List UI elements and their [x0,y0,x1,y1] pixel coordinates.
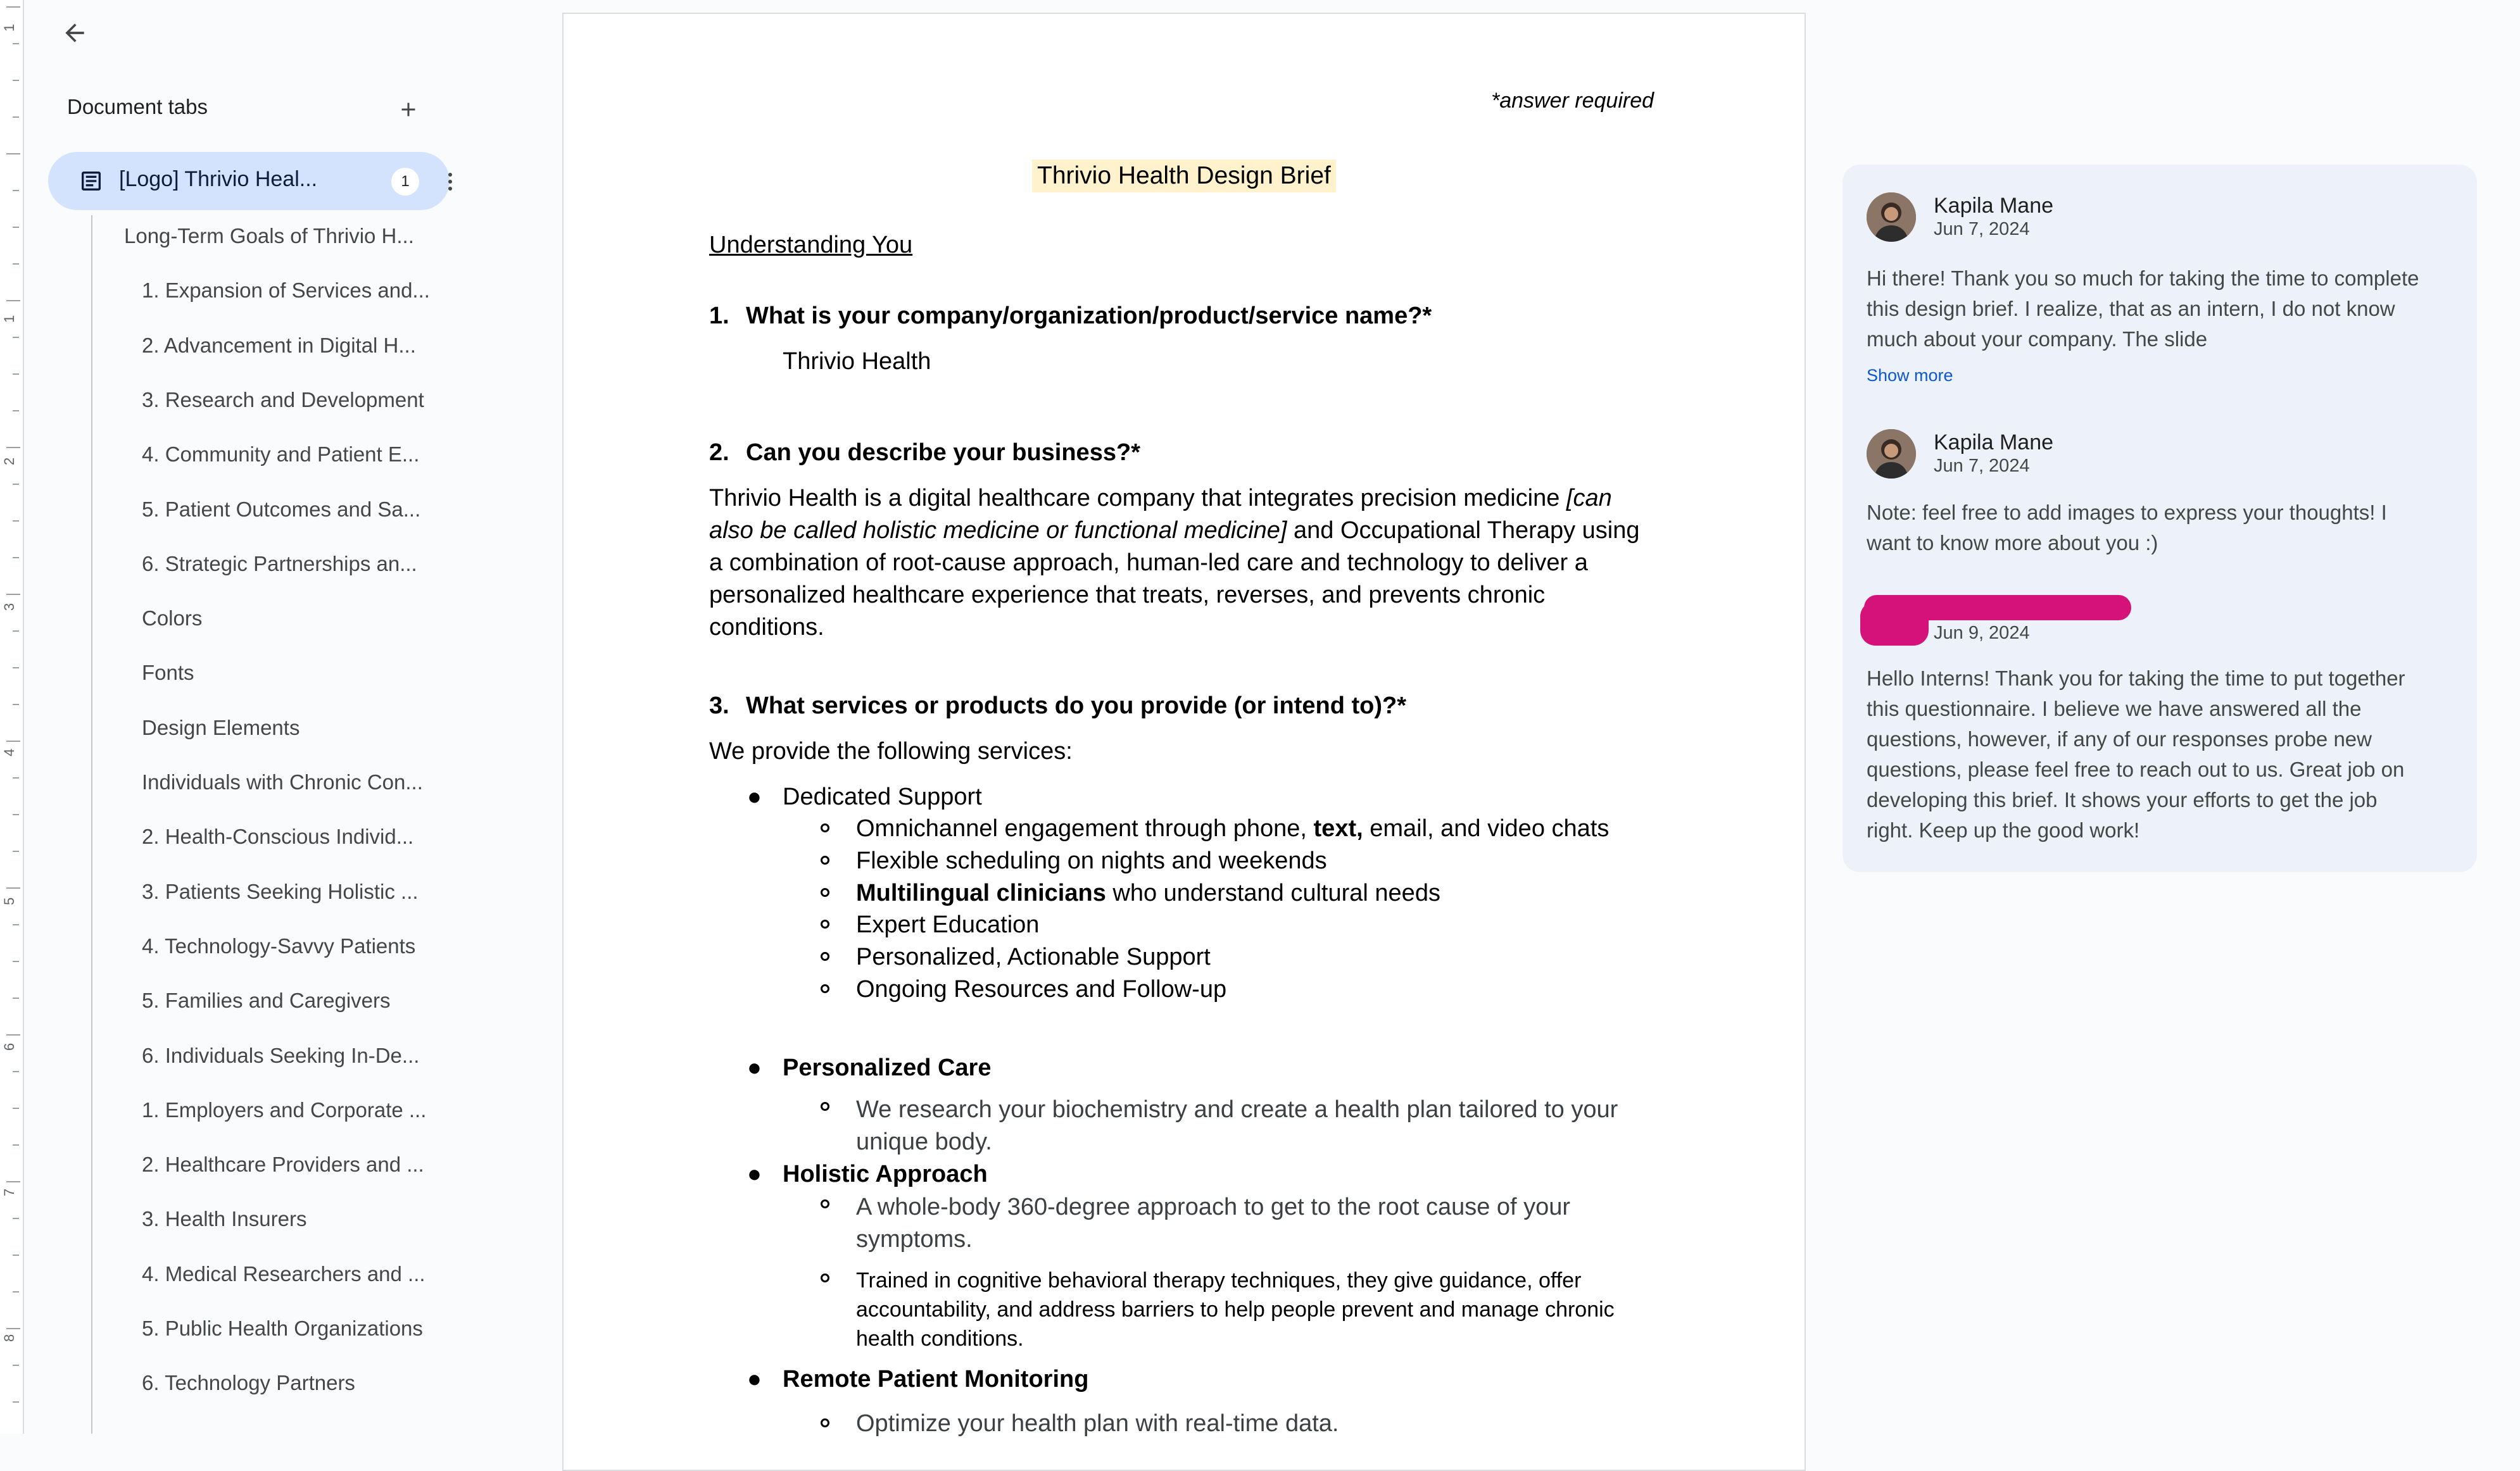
outline-item[interactable]: 4. Medical Researchers and ... [142,1261,425,1286]
ruler-tick [13,704,19,705]
ruler-tick [6,741,20,742]
ruler-tick [13,1401,19,1403]
ruler-tick [13,557,19,558]
ruler-tick [6,447,20,448]
ruler-tick [13,961,19,962]
ruler-tick [13,851,19,852]
ruler-tick [13,227,19,228]
vertical-ruler [0,0,24,1434]
tab-more-options-icon[interactable] [441,167,460,196]
services-intro: We provide the following services: [709,738,1073,765]
ruler-number: 5 [1,897,17,905]
comment-text: Note: feel free to add images to express your thoughts! I want to know more about you :) [1867,501,2387,554]
remote-monitoring-item: Optimize your health plan with real-time data. [856,1410,1339,1437]
back-button[interactable] [58,16,91,49]
ruler-number: 6 [1,1042,17,1051]
outline-item[interactable]: 4. Community and Patient E... [142,442,420,466]
ruler-number: 7 [1,1188,17,1196]
ruler-tick [13,1071,19,1072]
ruler-tick [13,630,19,632]
comment-date: Jun 7, 2024 [1934,456,2030,476]
outline-item[interactable]: 4. Technology-Savvy Patients [142,934,416,958]
arrow-back-icon [61,19,89,47]
ruler-tick [13,410,19,411]
outline-item[interactable]: 2. Advancement in Digital H... [142,333,416,357]
ruler-tick [13,190,19,191]
section-heading: Understanding You [709,232,913,258]
ruler-tick [13,1108,19,1109]
outline-item[interactable]: Individuals with Chronic Con... [142,770,423,794]
ruler-tick [13,814,19,815]
ruler-tick [13,1255,19,1256]
outline-item[interactable]: 2. Healthcare Providers and ... [142,1153,424,1177]
personalized-care-item: We research your biochemistry and create a health plan tailored to your unique body. [856,1094,1641,1158]
active-document-tab[interactable] [48,152,450,210]
ruler-number: 1 [1,315,17,323]
outline-item[interactable]: Colors [142,606,203,630]
ruler-tick [13,80,19,81]
outline-item[interactable]: 3. Health Insurers [142,1207,307,1231]
comment-text: Hi there! Thank you so much for taking the time to complete this design brief. I realize, that as an intern, I do not know much about your company. The slide [1867,266,2419,351]
outline-item[interactable]: Design Elements [142,715,300,739]
ruler-tick [13,43,19,44]
outline-item[interactable]: 6. Technology Partners [142,1371,355,1395]
holistic-item-2: Trained in cognitive behavioral therapy techniques, they give guidance, offer accountability, and address barriers to help people prevent and manage chronic health conditions. [856,1266,1660,1353]
comment-thread[interactable] [1843,165,2477,872]
outline-item[interactable]: 2. Health-Conscious Individ... [142,825,414,849]
question-1: 1. What is your company/organization/product/service name?* [709,303,1432,329]
ruler-tick [6,887,20,889]
dedicated-support-item: Multilingual clinicians who understand cultural needs [856,880,1440,907]
outline-item[interactable]: 6. Individuals Seeking In-De... [142,1043,420,1067]
bullet-remote-monitoring: ● Remote Patient Monitoring [747,1366,1089,1393]
outline-item[interactable]: 5. Public Health Organizations [142,1317,423,1340]
ruler-number: 1 [1,23,17,32]
dedicated-support-item: Omnichannel engagement through phone, text, email, and video chats [856,815,1609,842]
ruler-number: 8 [1,1334,17,1342]
ruler-tick [6,594,20,595]
show-more-link[interactable]: Show more [1867,366,1953,385]
ruler-tick [13,1365,19,1366]
answer-required-note: *answer required [1491,89,1654,113]
bullet-dedicated-support: ● Dedicated Support [747,784,982,810]
outline-item[interactable]: Long-Term Goals of Thrivio H... [124,224,414,247]
outline-item[interactable]: 5. Families and Caregivers [142,989,391,1013]
dedicated-support-item: Expert Education [856,911,1039,939]
ruler-tick [13,667,19,668]
ruler-tick [6,1181,20,1182]
comment-date: Jun 7, 2024 [1934,219,2030,239]
ruler-number: 2 [1,457,17,465]
comment-count-badge: 1 [391,168,419,196]
ruler-tick [6,153,20,154]
ruler-tick [13,337,19,338]
add-tab-button[interactable] [393,94,424,125]
outline-guide-line [91,215,92,1434]
comment-author: Kapila Mane [1934,194,2054,218]
ruler-tick [13,777,19,779]
ruler-tick [13,1291,19,1293]
ruler-tick [13,373,19,375]
answer-2: Thrivio Health is a digital healthcare company that integrates precision medicine [can also be called holistic medicine or functional medicine] and Occupational Therapy using a combination of root-cause approach, human-led care and technology to deliver a personalized healthcare experience that treats, reverses, and prevents chronic conditions. [709,485,1640,641]
document-icon [79,168,104,194]
document-title: Thrivio Health Design Brief [1032,160,1336,192]
avatar [1867,429,1916,479]
plus-icon [397,98,420,121]
outline-item[interactable]: 3. Patients Seeking Holistic ... [142,879,419,903]
outline-item[interactable]: 3. Research and Development [142,387,424,411]
ruler-tick [13,484,19,485]
comment-author: Kapila Mane [1934,430,2054,454]
ruler-tick [13,263,19,265]
ruler-tick [6,300,20,301]
outline-item[interactable]: Fonts [142,661,194,685]
document-page[interactable] [562,13,1806,1471]
ruler-tick [13,998,19,999]
outline-item[interactable]: 1. Employers and Corporate ... [142,1098,427,1122]
bullet-personalized-care: ● Personalized Care [747,1055,992,1081]
outline-item[interactable]: 5. Patient Outcomes and Sa... [142,497,421,521]
question-3: 3. What services or products do you provide (or intend to)?* [709,692,1406,719]
ruler-number: 4 [1,748,17,756]
ruler-tick [6,6,20,8]
bullet-holistic-approach: ● Holistic Approach [747,1161,988,1187]
comment-text: Hello Interns! Thank you for taking the time to put together this questionnaire. I believe we have answered all the questions, however, if any of our responses probe new questions, please feel free to reach out to us. Great job on developing this brief. It shows your efforts to get the job right. Keep up the good work! [1867,667,2405,842]
dedicated-support-item: Flexible scheduling on nights and weekends [856,848,1327,875]
answer-1: Thrivio Health [783,348,931,375]
ruler-tick [13,1218,19,1219]
comment-date: Jun 9, 2024 [1934,623,2030,643]
dedicated-support-item: Personalized, Actionable Support [856,944,1211,971]
ruler-tick [6,1034,20,1036]
holistic-item-1: A whole-body 360-degree approach to get to the root cause of your symptoms. [856,1191,1641,1256]
outline-item[interactable]: 1. Expansion of Services and... [142,279,430,303]
document-tabs-header: Document tabs [67,95,208,118]
ruler-tick [6,1328,20,1329]
ruler-tick [13,1144,19,1146]
ruler-tick [13,520,19,522]
ruler-number: 3 [1,603,17,611]
question-2: 2. Can you describe your business?* [709,439,1140,466]
redacted-avatar [1860,601,1929,646]
dedicated-support-item: Ongoing Resources and Follow-up [856,976,1226,1003]
ruler-tick [13,924,19,925]
outline-item[interactable]: 6. Strategic Partnerships an... [142,551,417,575]
active-tab-title: [Logo] Thrivio Heal... [119,167,318,191]
avatar [1867,192,1916,242]
ruler-tick [13,116,19,118]
